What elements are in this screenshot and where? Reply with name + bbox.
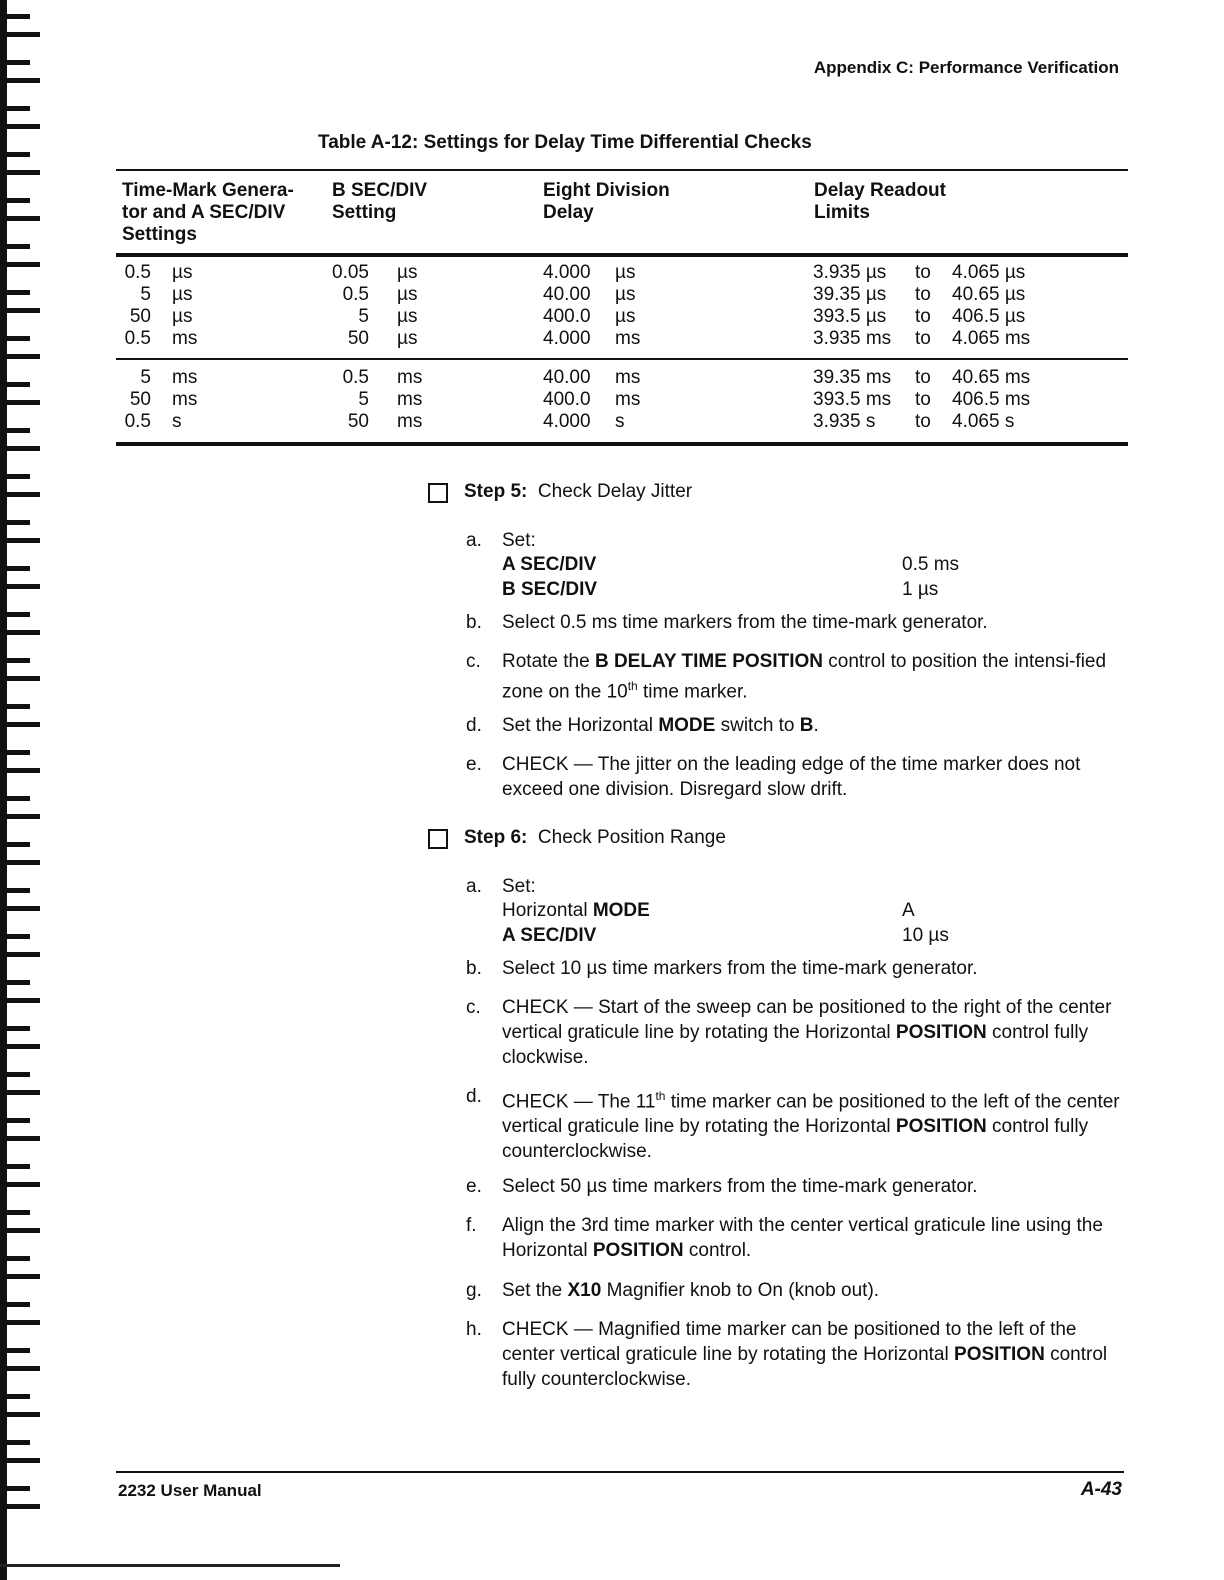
binding-coil: [0, 1458, 40, 1463]
binding-coil: [0, 446, 40, 451]
cell-time-mark-value: 5: [140, 367, 151, 388]
cell-time-mark-value: 5: [140, 284, 151, 305]
binding-coil: [0, 906, 40, 911]
checkbox-step-6[interactable]: [428, 829, 448, 849]
step6-setting-a-sec-div: A SEC/DIV 10 µs: [502, 925, 949, 946]
binding-coil: [0, 796, 30, 801]
cell-limit-low: 3.935 s: [813, 411, 876, 432]
column-header-limits: Delay Readout Limits: [814, 180, 946, 223]
binding-coil: [0, 1228, 40, 1233]
binding-coil: [0, 78, 40, 83]
cell-b-sec-div-unit: µs: [397, 306, 418, 327]
binding-coil: [0, 1118, 30, 1123]
binding-coil: [0, 998, 40, 1003]
column-header-b-sec-div: B SEC/DIV Setting: [332, 180, 428, 223]
binding-coil: [0, 1348, 30, 1353]
cell-limit-low: 3.935 µs: [813, 262, 887, 283]
binding-coil: [0, 630, 40, 635]
cell-delay-value: 400.0: [543, 389, 591, 410]
cell-delay-unit: µs: [615, 306, 636, 327]
binding-coil: [0, 1256, 30, 1261]
cell-limit-high: 4.065 s: [952, 411, 1015, 432]
cell-time-mark-unit: ms: [172, 367, 198, 388]
table-row: [0, 262, 1224, 284]
binding-coil: [0, 1182, 40, 1187]
step5-setting-a-sec-div: A SEC/DIV 0.5 ms: [502, 554, 960, 575]
binding-coil: [0, 842, 30, 847]
cell-limit-low: 39.35 ms: [813, 367, 892, 388]
table-row: [0, 328, 1224, 350]
binding-coil: [0, 750, 30, 755]
checkbox-step-5[interactable]: [428, 483, 448, 503]
binding-coil: [0, 1274, 40, 1279]
footer-rule: [116, 1471, 1124, 1473]
binding-coil: [0, 980, 30, 985]
cell-delay-unit: ms: [615, 389, 641, 410]
binding-edge: [0, 0, 7, 1580]
cell-limit-to: to: [915, 367, 931, 388]
binding-coil: [0, 1072, 30, 1077]
binding-coil: [0, 704, 30, 709]
binding-coil: [0, 60, 30, 65]
binding-coil: [0, 474, 30, 479]
binding-coil: [0, 492, 40, 497]
cell-delay-unit: ms: [615, 328, 641, 349]
column-header-time-mark: Time-Mark Genera- tor and A SEC/DIV Settings: [122, 180, 294, 245]
cell-delay-value: 400.0: [543, 306, 591, 327]
cell-limit-to: to: [915, 262, 931, 283]
binding-coil: [0, 1026, 30, 1031]
binding-coil: [0, 888, 30, 893]
binding-coil: [0, 814, 40, 819]
binding-coil: [0, 584, 40, 589]
cell-b-sec-div-value: 50: [347, 328, 369, 349]
table-row: [0, 284, 1224, 306]
binding-coil: [0, 1164, 30, 1169]
table-top-rule: [116, 169, 1128, 171]
cell-limit-to: to: [915, 411, 931, 432]
cell-limit-high: 4.065 ms: [952, 328, 1031, 349]
cell-b-sec-div-value: 0.05: [332, 262, 369, 283]
binding-coil: [0, 1412, 40, 1417]
binding-coil: [0, 658, 30, 663]
binding-coil: [0, 1302, 30, 1307]
binding-coil: [0, 1486, 30, 1491]
cell-limit-low: 3.935 ms: [813, 328, 892, 349]
binding-coil: [0, 1440, 30, 1445]
step-5-title: Check Delay Jitter: [537, 481, 693, 502]
binding-coil: [0, 1504, 40, 1509]
cell-b-sec-div-unit: ms: [397, 411, 423, 432]
cell-time-mark-value: 50: [129, 306, 151, 327]
binding-coil: [0, 216, 40, 221]
step-5-label: Step 5:: [464, 481, 528, 502]
binding-coil: [0, 14, 30, 19]
table-group-rule: [116, 358, 1128, 360]
binding-coil: [0, 1394, 30, 1399]
table-row: [0, 367, 1224, 389]
binding-coil: [0, 676, 40, 681]
table-row: [0, 306, 1224, 328]
cell-b-sec-div-value: 0.5: [342, 284, 369, 305]
cell-time-mark-unit: s: [172, 411, 182, 432]
table-title: Table A-12: Settings for Delay Time Differential Checks: [318, 132, 812, 153]
binding-coil: [0, 1320, 40, 1325]
cell-delay-unit: s: [615, 411, 625, 432]
cell-delay-value: 40.00: [543, 284, 591, 305]
scan-edge: [0, 1564, 340, 1567]
footer-manual-title: 2232 User Manual: [118, 1481, 262, 1500]
cell-limit-low: 39.35 µs: [813, 284, 887, 305]
cell-delay-unit: ms: [615, 367, 641, 388]
cell-limit-high: 4.065 µs: [952, 262, 1026, 283]
page-number: A-43: [1080, 1479, 1122, 1500]
cell-time-mark-unit: µs: [172, 262, 193, 283]
cell-b-sec-div-unit: ms: [397, 389, 423, 410]
cell-delay-value: 40.00: [543, 367, 591, 388]
table-bottom-rule: [116, 442, 1128, 446]
cell-limit-low: 393.5 ms: [813, 389, 892, 410]
cell-time-mark-unit: ms: [172, 389, 198, 410]
cell-delay-value: 4.000: [543, 411, 591, 432]
binding-coil: [0, 768, 40, 773]
cell-time-mark-unit: ms: [172, 328, 198, 349]
binding-coil: [0, 170, 40, 175]
binding-coil: [0, 566, 30, 571]
cell-delay-unit: µs: [615, 262, 636, 283]
binding-coil: [0, 952, 40, 957]
cell-limit-to: to: [915, 389, 931, 410]
cell-b-sec-div-value: 5: [358, 306, 369, 327]
cell-b-sec-div-unit: ms: [397, 367, 423, 388]
step-6-label: Step 6:: [464, 827, 528, 848]
step5-setting-b-sec-div: B SEC/DIV 1 µs: [502, 579, 939, 600]
cell-limit-high: 406.5 ms: [952, 389, 1031, 410]
step-6-title: Check Position Range: [537, 827, 726, 848]
binding-coil: [0, 860, 40, 865]
table-row: [0, 389, 1224, 411]
binding-coil: [0, 152, 30, 157]
cell-b-sec-div-value: 5: [358, 389, 369, 410]
column-header-delay: Eight Division Delay: [543, 180, 670, 223]
spiral-binding: [0, 0, 60, 1580]
table-row: [0, 411, 1224, 433]
cell-b-sec-div-value: 0.5: [342, 367, 369, 388]
cell-limit-to: to: [915, 284, 931, 305]
cell-delay-value: 4.000: [543, 262, 591, 283]
cell-limit-high: 40.65 ms: [952, 367, 1031, 388]
binding-coil: [0, 538, 40, 543]
binding-coil: [0, 1090, 40, 1095]
cell-limit-high: 40.65 µs: [952, 284, 1026, 305]
cell-delay-unit: µs: [615, 284, 636, 305]
cell-time-mark-unit: µs: [172, 306, 193, 327]
cell-b-sec-div-unit: µs: [397, 262, 418, 283]
binding-coil: [0, 1044, 40, 1049]
cell-limit-to: to: [915, 306, 931, 327]
binding-coil: [0, 32, 40, 37]
cell-time-mark-value: 0.5: [124, 262, 151, 283]
cell-limit-high: 406.5 µs: [952, 306, 1026, 327]
cell-b-sec-div-unit: µs: [397, 284, 418, 305]
binding-coil: [0, 198, 30, 203]
cell-b-sec-div-value: 50: [347, 411, 369, 432]
binding-coil: [0, 1366, 40, 1371]
cell-limit-to: to: [915, 328, 931, 349]
cell-limit-low: 393.5 µs: [813, 306, 887, 327]
table-header-rule: [116, 253, 1128, 257]
cell-time-mark-value: 0.5: [124, 328, 151, 349]
cell-time-mark-value: 0.5: [124, 411, 151, 432]
step6-setting-horizontal-mode: Horizontal MODE A: [502, 900, 915, 921]
cell-b-sec-div-unit: µs: [397, 328, 418, 349]
binding-coil: [0, 106, 30, 111]
cell-time-mark-value: 50: [129, 389, 151, 410]
binding-coil: [0, 244, 30, 249]
cell-time-mark-unit: µs: [172, 284, 193, 305]
binding-coil: [0, 934, 30, 939]
page-header: Appendix C: Performance Verification: [813, 58, 1119, 77]
binding-coil: [0, 124, 40, 129]
binding-coil: [0, 354, 40, 359]
binding-coil: [0, 520, 30, 525]
binding-coil: [0, 1136, 40, 1141]
cell-delay-value: 4.000: [543, 328, 591, 349]
binding-coil: [0, 722, 40, 727]
binding-coil: [0, 1210, 30, 1215]
binding-coil: [0, 612, 30, 617]
